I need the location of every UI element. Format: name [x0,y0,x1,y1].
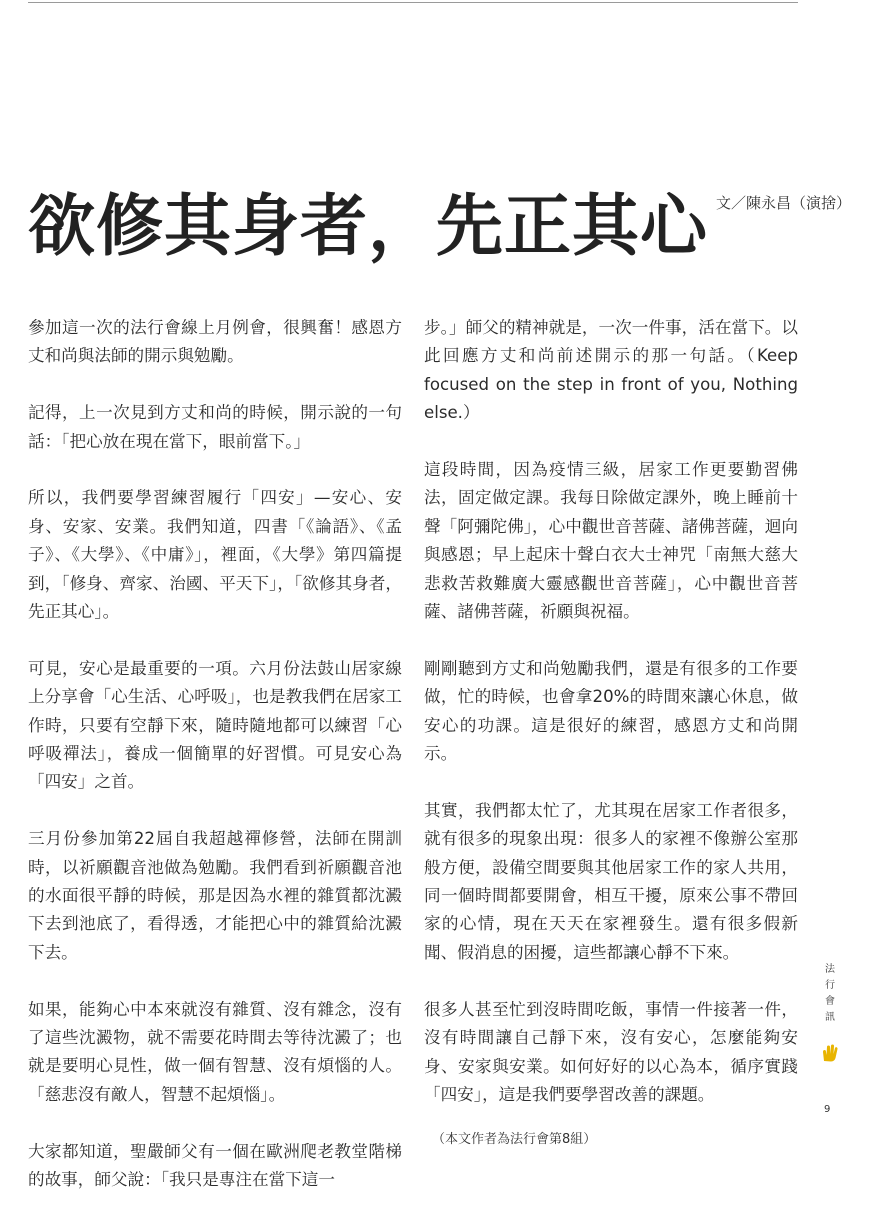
left-column [28,314,402,1223]
publication-logo [822,962,838,1026]
paragraph: 如果，能夠心中本來就沒有雜質、沒有雜念，沒有了這些沈澱物，就不需要花時間去等待沈澱了；也就是要明心見性，做一個有智慧、沒有煩惱的人。「慈悲沒有敵人，智慧不起煩惱」。 [28,999,402,1104]
logo-char: 法 [825,964,835,975]
logo-char: 會 [825,996,835,1007]
top-divider [28,2,798,3]
paragraph: 剛剛聽到方丈和尚勉勵我們，還是有很多的工作要做，忙的時候，也會拿20%的時間來讓心休息，做安心的功課。這是很好的練習，感恩方丈和尚開示。 [424,658,798,764]
logo-char: 行 [825,980,835,991]
paragraph: 參加這一次的法行會線上月例會，很興奮！感恩方丈和尚與法師的開示與勉勵。 [28,318,402,366]
paragraph: 可見，安心是最重要的一項。六月份法鼓山居家線上分享會「心生活、心呼吸」，也是教我們在居家工作時，只要有空靜下來，隨時隨地都可以練習「心呼吸禪法」，養成一個簡單的好習慣。可見安心為「四安」之首。 [28,658,402,792]
paragraph: 步。」師父的精神就是，一次一件事，活在當下。以此回應方丈和尚前述開示的那一句話。（Keep focused on the step in front of you, Nothing else.） [424,318,798,423]
paragraph: 大家都知道，聖嚴師父有一個在歐洲爬老教堂階梯的故事，師父說：「我只是專注在當下這一 [28,1141,402,1190]
paragraph: 很多人甚至忙到沒時間吃飯，事情一件接著一件，沒有時間讓自己靜下來，沒有安心，怎麼能夠安身、安家與安業。如何好好的以心為本，循序實踐「四安」，這是我們要學習改善的課題。 [424,999,798,1104]
right-column [424,314,798,1178]
article-byline: 文／陳永昌（演捨） [716,194,852,212]
paragraph: 這段時間，因為疫情三級，居家工作更要勤習佛法，固定做定課。我每日除做定課外，晚上睡前十聲「阿彌陀佛」，心中觀世音菩薩、諸佛菩薩，迴向與感恩；早上起床十聲白衣大士神咒「南無大慈大悲救苦救難廣大靈感觀世音菩薩」，心中觀世音菩薩、諸佛菩薩，祈願與祝福。 [424,460,798,622]
paragraph: 所以，我們要學習練習履行「四安」—安心、安身、安家、安業。我們知道，四書「《論語》、《孟子》、《大學》、《中庸》」，裡面，《大學》第四篇提到，「修身、齊家、治國、平天下」，「欲修其身者，先正其心」。 [28,488,402,622]
logo-char: 訊 [825,1012,835,1023]
page-number: 9 [824,1104,831,1115]
paragraph: 三月份參加第22屆自我超越禪修營，法師在開訓時，以祈願觀音池做為勉勵。我們看到祈願觀音池的水面很平靜的時候，那是因為水裡的雜質都沈澱下去到池底了，看得透，才能把心中的雜質給沈澱下去。 [28,829,402,962]
paragraph: 其實，我們都太忙了，尤其現在居家工作者很多，就有很多的現象出現：很多人的家裡不像辦公室那般方便，設備空間要與其他居家工作的家人共用，同一個時間都要開會，相互干擾，原來公事不帶回家的心情，現在天天在家裡發生。還有很多假新聞、假消息的困擾，這些都讓心靜不下來。 [424,800,798,962]
author-note: （本文作者為法行會第8組） [432,1131,597,1147]
article-title: 欲修其身者，先正其心 [28,186,708,265]
hand-icon [820,1043,840,1063]
paragraph: 記得，上一次見到方丈和尚的時候，開示說的一句話：「把心放在現在當下，眼前當下。」 [28,403,402,451]
